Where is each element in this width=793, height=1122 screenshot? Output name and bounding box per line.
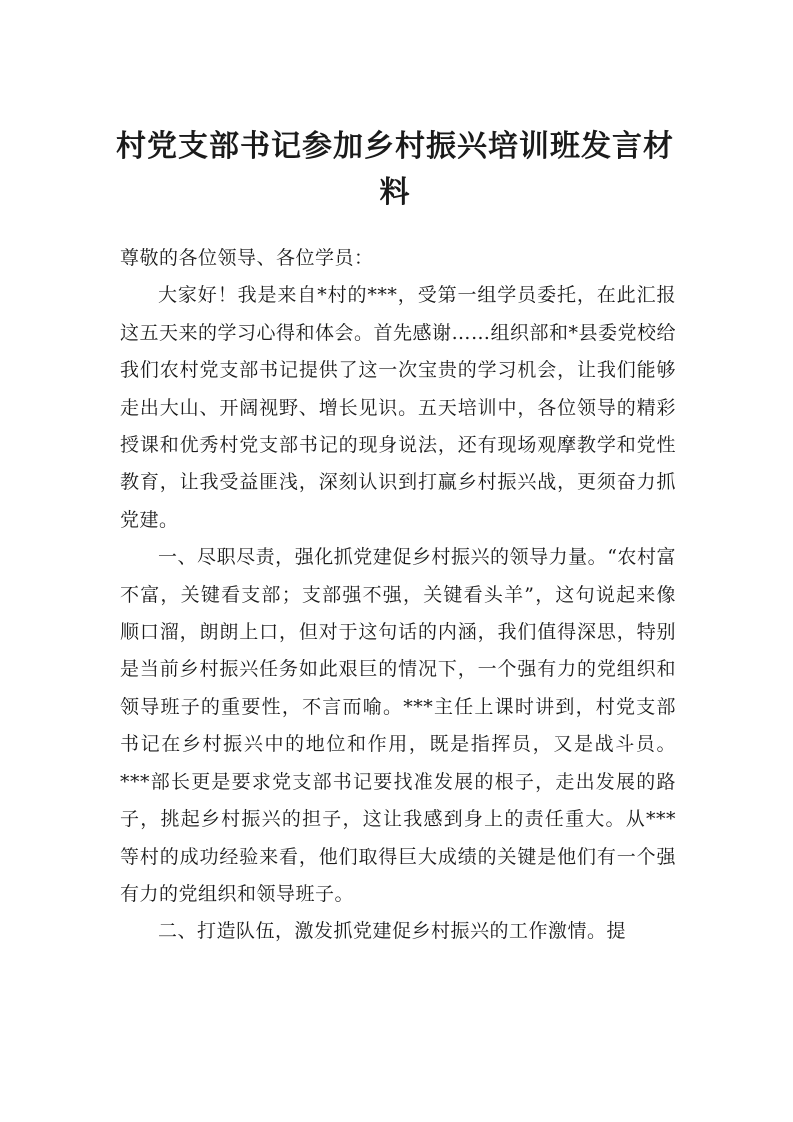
document-body: [120, 240, 676, 951]
paragraph-intro: 大家好！我是来自*村的***，受第一组学员委托，在此汇报这五天来的学习心得和体会。首先感谢……组织部和*县委党校给我们农村党支部书记提供了这一次宝贵的学习机会，让我们能够走出大山、开阔视野、增长见识。五天培训中，各位领导的精彩授课和优秀村党支部书记的现身说法，还有现场观摩教学和党性教育，让我受益匪浅，深刻认识到打赢乡村振兴战，更须奋力抓党建。: [120, 284, 677, 531]
salutation: 尊敬的各位领导、各位学员：: [120, 247, 374, 269]
paragraph-section-two: 二、打造队伍，激发抓党建促乡村振兴的工作激情。提: [158, 920, 627, 943]
document-title: 村党支部书记参加乡村振兴培训班发言材料: [116, 129, 674, 210]
paragraph-section-one: 一、尽职尽责，强化抓党建促乡村振兴的领导力量。“农村富不富，关键看支部；支部强不强，关键看头羊”，这句说起来像顺口溜，朗朗上口，但对于这句话的内涵，我们值得深思，特别是当前乡村振兴任务如此艰巨的情况下，一个强有力的党组织和领导班子的重要性，不言而喻。***主任上课时讲到，村党支部书记在乡村振兴中的地位和作用，既是指挥员，又是战斗员。***部长更是要求党支部书记要找准发展的根子，走出发展的路子，挑起乡村振兴的担子，这让我感到身上的责任重大。从***等村的成功经验来看，他们取得巨大成绩的关键是他们有一个强有力的党组织和领导班子。: [120, 546, 676, 905]
